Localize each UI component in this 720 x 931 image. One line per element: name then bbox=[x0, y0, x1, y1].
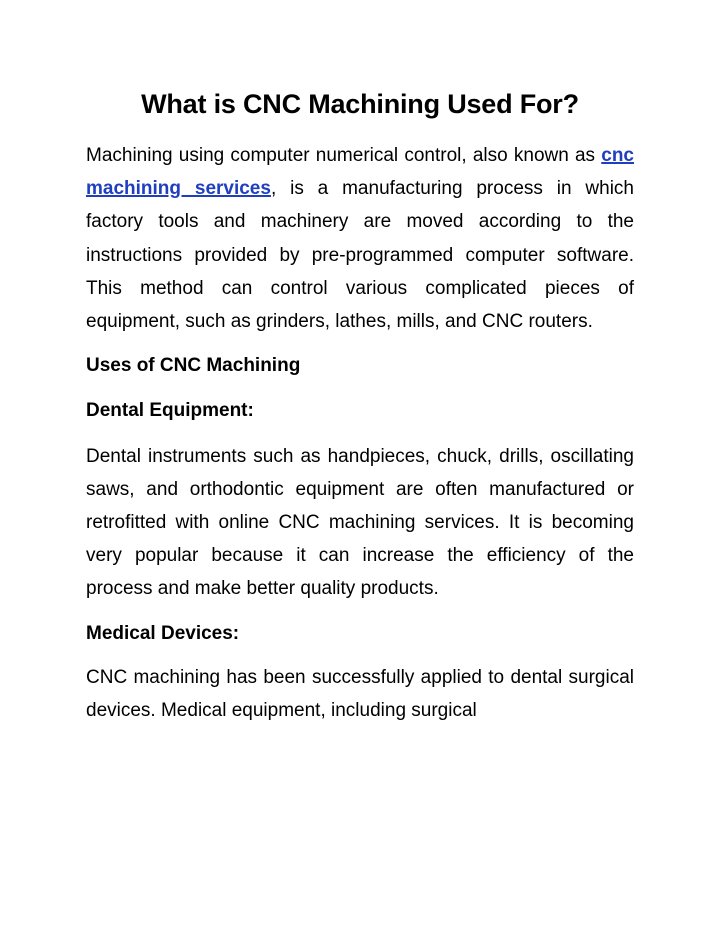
subheading-medical-devices: Medical Devices: bbox=[86, 622, 240, 644]
cnc-machining-services-link[interactable]: cnc machining services bbox=[86, 145, 634, 200]
section-heading-uses: Uses of CNC Machining bbox=[86, 355, 301, 377]
intro-text-before-link: Machining using computer numerical control, also known as bbox=[86, 145, 602, 166]
document-page bbox=[86, 0, 634, 727]
intro-text-after-link: , is a manufacturing process in which factory tools and machinery are moved according to the instructions provided by pre-programmed computer software. This method can control various complicated pieces of equipment, such as grinders, lathes, mills, and CNC routers. bbox=[86, 178, 634, 333]
intro-paragraph bbox=[86, 139, 634, 338]
medical-paragraph: CNC machining has been successfully applied to dental surgical devices. Medical equipment, including surgical bbox=[86, 666, 634, 722]
subheading-dental-equipment: Dental Equipment: bbox=[86, 400, 254, 422]
page-title: What is CNC Machining Used For? bbox=[141, 89, 579, 119]
dental-paragraph: Dental instruments such as handpieces, chuck, drills, oscillating saws, and orthodontic equipment are often manufactured or retrofitted with online CNC machining services. It is becoming very popular because it can increase the efficiency of the process and make better quality products. bbox=[86, 445, 634, 600]
